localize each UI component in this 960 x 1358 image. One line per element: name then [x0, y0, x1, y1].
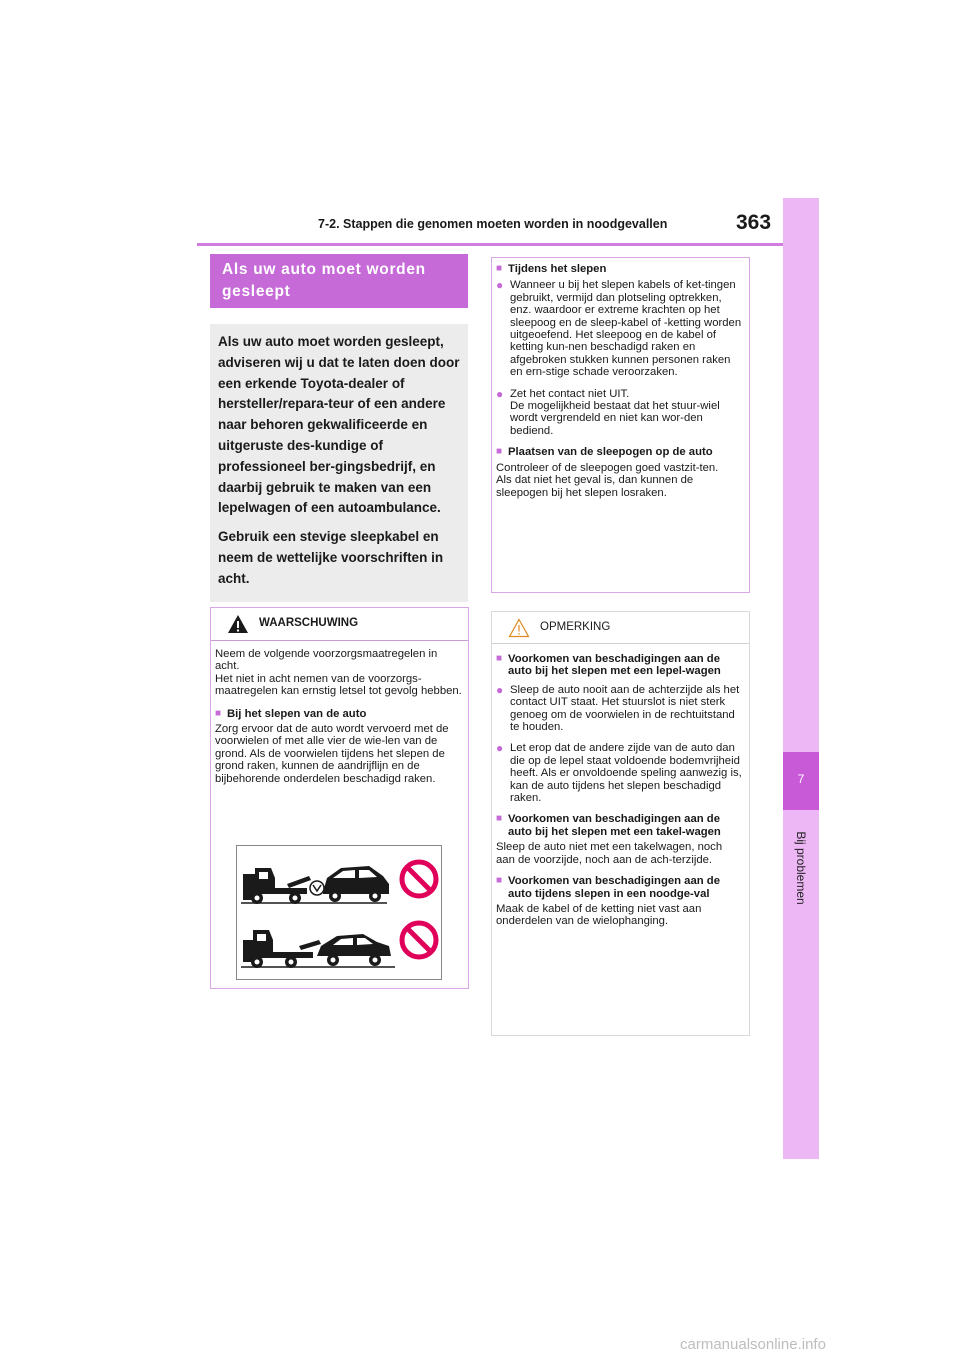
bullet-item	[496, 684, 744, 734]
bullet-text: Let erop dat de andere zijde van de auto dan die op de lepel staat voldoende bodemvrijheid heeft. Als er onvoldoende speling aanwezig is, kan de auto tijdens het slepen beschadigd raken.	[510, 742, 742, 805]
bullet-text: Zet het contact niet UIT. De mogelijkheid bestaat dat het stuur-wiel wordt vergrendeld en niet kan wor-den bediend.	[510, 387, 720, 437]
square-bullet-icon: ■	[496, 813, 503, 825]
subheading	[496, 875, 744, 900]
subheading-text: Tijdens het slepen	[508, 263, 607, 275]
square-bullet-icon: ■	[496, 653, 503, 664]
prohibition-icon	[402, 923, 436, 957]
bullet-text: Sleep de auto nooit aan de achterzijde als het contact UIT staat. Het stuurslot is niet sterk genoeg om de voorwielen in de rechtuitstand te houden.	[510, 683, 740, 734]
page-number: 363	[736, 211, 772, 234]
subheading	[496, 263, 744, 275]
circle-bullet-icon: ●	[496, 386, 504, 401]
warning-subheading	[215, 708, 463, 720]
header-title: 7-2. Stappen die genomen moeten worden in noodgevallen	[318, 217, 668, 231]
square-bullet-icon: ■	[496, 263, 503, 274]
subheading-text: Voorkomen van beschadigingen aan de auto tijdens slepen in een noodge-val	[508, 875, 720, 900]
bullet-item	[496, 742, 744, 804]
intro-paragraph: Als uw auto moet worden gesleept, adviseren wij u dat te laten doen door een erkende Toyota-dealer of hersteller/repara-teur of een andere naar behoren gekwalificeerde en uitgeruste des-kundige of professioneel ber-gingsbedrijf, en daarbij gebruik te maken van een lepelwagen of een autoambulance.	[218, 334, 460, 516]
paragraph: Sleep de auto niet met een takelwagen, noch aan de voorzijde, noch aan de ach-terzijde.	[496, 841, 723, 866]
square-bullet-icon: ■	[496, 446, 503, 458]
chapter-box	[783, 752, 819, 810]
square-bullet-icon: ■	[215, 707, 222, 719]
caution-icon	[508, 618, 530, 638]
notice-box	[491, 611, 750, 1036]
warning-box	[210, 607, 469, 989]
notice-body	[492, 644, 749, 928]
square-bullet-icon: ■	[496, 875, 503, 887]
warning-body	[211, 641, 468, 785]
tow-truck-icon	[243, 930, 321, 968]
intro-box	[210, 324, 468, 602]
subheading-text: Plaatsen van de sleepogen op de auto	[508, 446, 713, 459]
prohibition-icon	[402, 862, 436, 896]
circle-bullet-icon: ●	[496, 682, 504, 697]
watermark: carmanualsonline.info	[680, 1336, 826, 1353]
circle-bullet-icon: ●	[496, 278, 504, 293]
towing-illustration	[236, 845, 442, 980]
warning-label: WAARSCHUWING	[259, 617, 359, 629]
notice-header	[492, 612, 749, 644]
circle-bullet-icon: ●	[496, 741, 504, 756]
tow-truck-icon	[243, 868, 311, 904]
subheading	[496, 813, 744, 838]
subheading-text: Voorkomen van beschadigingen aan de auto bij het slepen met een takel-wagen	[508, 813, 721, 838]
warning-subheading-text: Bij het slepen van de auto	[227, 707, 367, 720]
car-icon	[310, 866, 389, 902]
bullet-item	[496, 388, 744, 438]
bullet-item	[496, 279, 744, 378]
paragraph: Controleer of de sleepogen goed vastzit-ten. Als dat niet het geval is, dan kunnen de sleepogen bij het slepen losraken.	[496, 461, 719, 499]
towing-diagram	[237, 846, 441, 979]
warning-text: Zorg ervoor dat de auto wordt vervoerd met de voorwielen of met alle vier de wie-len van de grond. Als de voorwielen tijdens het slepen de grond raken, kunnen de aandrijflijn en de bijbehorende onderdelen beschadigd raken.	[215, 723, 449, 785]
paragraph: Maak de kabel of de ketting niet vast aan onderdelen van de wielophanging.	[496, 902, 702, 928]
warning-icon	[227, 614, 249, 634]
warning-intro: Neem de volgende voorzorgsmaatregelen in acht. Het niet in acht nemen van de voorzorgs-maatregelen kan ernstig letsel tot gevolg hebben.	[215, 648, 462, 698]
car-icon	[317, 934, 391, 966]
subheading	[496, 446, 744, 458]
warning-continued-box	[491, 257, 750, 593]
section-heading: Als uw auto moet worden gesleept	[210, 254, 468, 308]
chapter-number: 7	[797, 772, 805, 786]
chapter-label: Bij problemen	[794, 831, 808, 905]
subheading	[496, 653, 744, 678]
bullet-text: Wanneer u bij het slepen kabels of ket-tingen gebruikt, vermijd dan plotseling optrekken, enz. waardoor er extreme krachten op het sleepoog en de sleep-kabel of -ketting worden uitgeoefend. Het sleepoog en de kabel of ketting kun-nen beschadigd raken en afgebroken stukken kunnen personen raken en ern-stige schade veroorzaken.	[510, 279, 742, 379]
notice-label: OPMERKING	[540, 621, 611, 633]
warning-header	[211, 608, 468, 641]
subheading-text: Voorkomen van beschadigingen aan de auto bij het slepen met een lepel-wagen	[508, 653, 721, 678]
side-tab	[783, 198, 819, 1159]
warning-continued-body	[492, 258, 749, 499]
header-rule	[197, 243, 785, 246]
intro-paragraph: Gebruik een stevige sleepkabel en neem de wettelijke voorschriften in acht.	[218, 529, 444, 586]
